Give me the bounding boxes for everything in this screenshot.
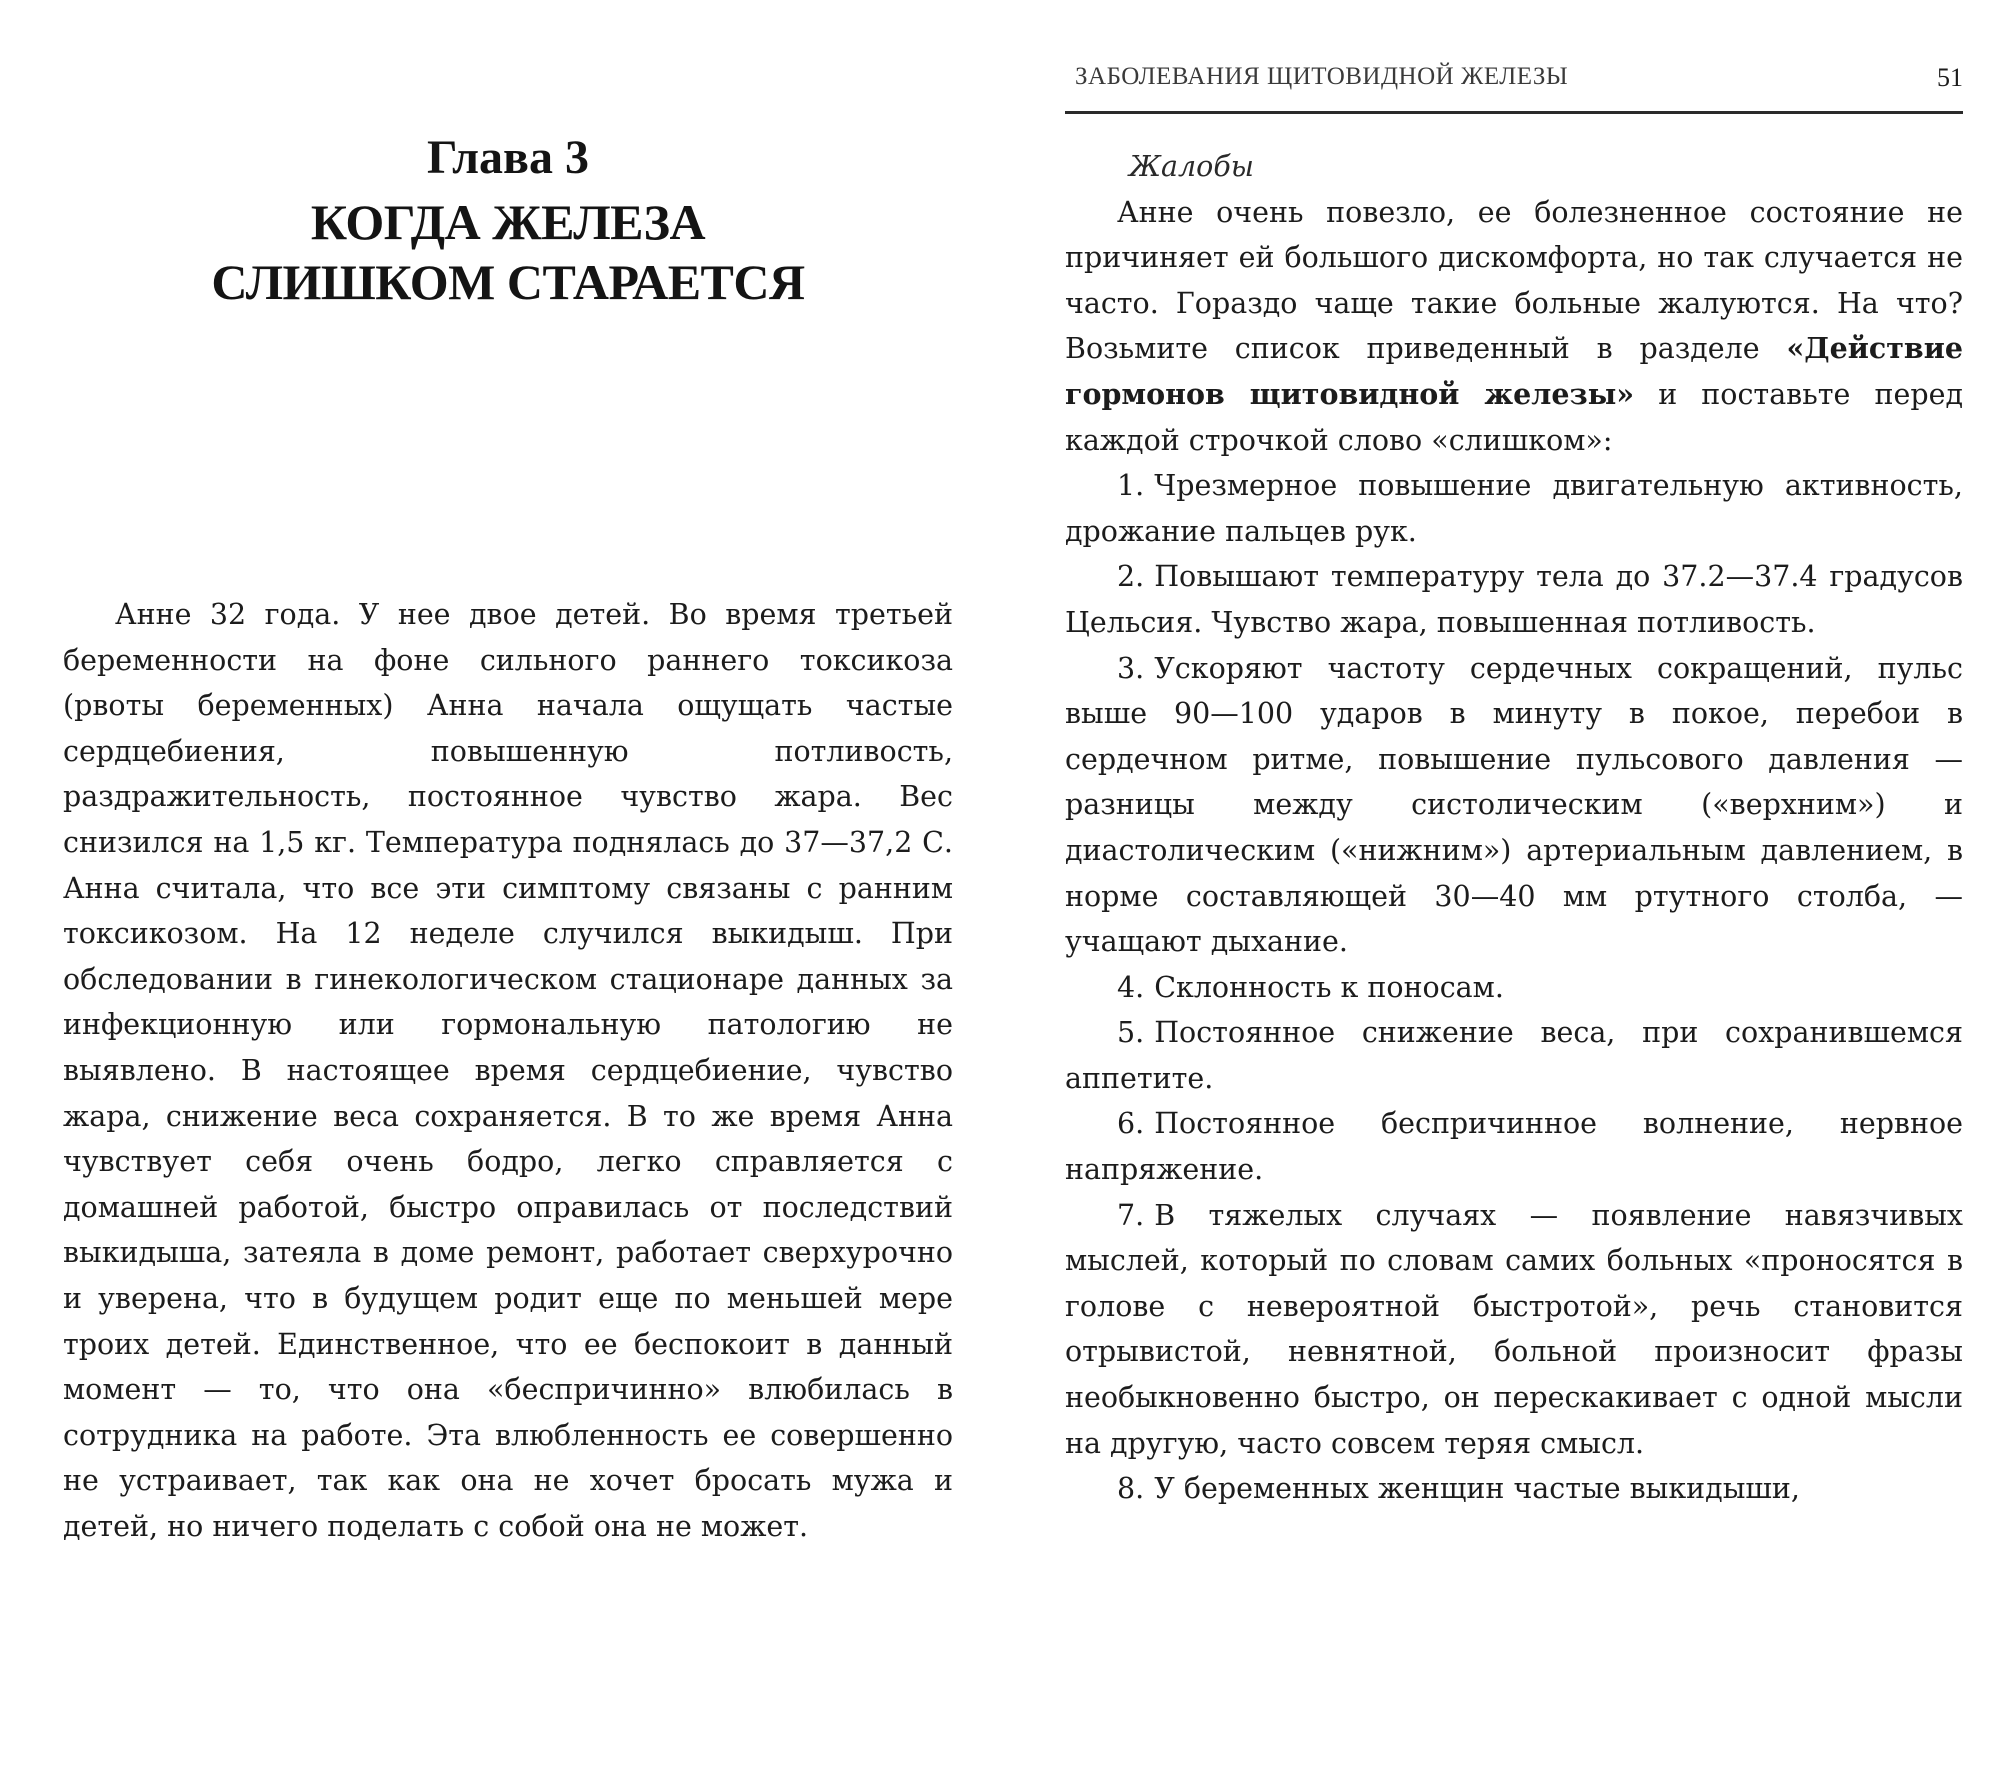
list-item xyxy=(1065,463,1963,554)
right-page xyxy=(1065,55,1963,1755)
list-item xyxy=(1065,646,1963,965)
symptom-list xyxy=(1065,463,1963,1512)
list-item-text: В тяжелых случаях — появление навязчивых мыслей, который по словам самих больных «проносятся в голове с невероятной быстротой», речь становится отрывистой, невнятной, больной произносит фразы необыкновенно быстро, он перескакивает с одной мысли на другую, часто совсем теряя смысл. xyxy=(1065,1198,1963,1460)
list-item xyxy=(1065,1010,1963,1101)
list-item-number: 1. xyxy=(1117,469,1145,503)
chapter-heading xyxy=(63,130,953,312)
intro-bold-reference: «Действие гормонов щитовидной железы» xyxy=(1065,331,1963,411)
list-item xyxy=(1065,965,1963,1011)
chapter-title: КОГДА ЖЕЛЕЗА СЛИШКОМ СТАРАЕТСЯ xyxy=(211,194,805,310)
list-item-number: 3. xyxy=(1117,651,1145,685)
list-item-text: Постоянное беспричинное волнение, нервное напряжение. xyxy=(1065,1107,1963,1187)
case-story-text: Анне 32 года. У нее двое детей. Во время третьей беременности на фоне сильного раннего токсикоза (рвоты беременных) Анна начала ощущать частые сердцебиения, повышенную потливость, раздражительность, постоянное чувство жара. Вес снизился на 1,5 кг. Температура поднялась до 37—37,2 С. Анна считала, что все эти симптому связаны с ранним токсикозом. На 12 неделе случился выкидыш. При обследовании в гинекологическом стационаре данных за инфекционную или гормональную патологию не выявлено. В настоящее время сердцебиение, чувство жара, снижение веса сохраняется. В то же время Анна чувствует себя очень бодро, легко справляется с домашней работой, быстро оправилась от последствий выкидыша, затеяла в доме ремонт, работает сверхурочно и уверена, что в будущем родит еще по меньшей мере троих детей. Единственное, что ее беспокоит в данный момент — то, что она «беспричинно» влюбилась в сотрудника на работе. Эта влюбленность ее совершенно не устраивает, так как она не хочет бросать мужа и детей, но ничего поделать с собой она не может. xyxy=(63,598,953,1543)
list-item-number: 6. xyxy=(1117,1107,1145,1141)
list-item-text: Повышают температуру тела до 37.2—37.4 градусов Цельсия. Чувство жара, повышенная потливость. xyxy=(1065,560,1963,639)
intro-paragraph xyxy=(1065,190,1963,464)
list-item-number: 7. xyxy=(1117,1198,1145,1232)
list-item xyxy=(1065,554,1963,645)
intro-text-part1: Анне очень повезло, ее болезненное состояние не причиняет ей большого дискомфорта, но так случается не часто. Гораздо чаще такие больные жалуются. На что? Возьмите список приведенный в разделе xyxy=(1065,195,1963,366)
list-item-text: Постоянное снижение веса, при сохранившемся аппетите. xyxy=(1065,1016,1963,1095)
list-item-number: 5. xyxy=(1117,1016,1145,1050)
running-title: ЗАБОЛЕВАНИЯ ЩИТОВИДНОЙ ЖЕЛЕЗЫ xyxy=(1075,63,1569,90)
list-item-number: 8. xyxy=(1117,1472,1145,1506)
running-header xyxy=(1065,55,1963,114)
page-number: 51 xyxy=(1937,63,1963,92)
left-page xyxy=(63,130,953,1750)
chapter-number: Глава 3 xyxy=(427,131,589,184)
list-item-text: Склонность к поносам. xyxy=(1154,970,1504,1004)
list-item-text: Ускоряют частоту сердечных сокращений, пульс выше 90—100 ударов в минуту в покое, перебои в сердечном ритме, повышение пульсового давления — разницы между систолическим («верхним») и диастолическим («нижним») артериальным давлением, в норме составляющей 30—40 мм ртутного столба, — учащают дыхание. xyxy=(1065,651,1963,959)
section-heading: Жалобы xyxy=(1129,150,1254,183)
list-item xyxy=(1065,1193,1963,1467)
list-item-text: У беременных женщин частые выкидыши, xyxy=(1154,1472,1800,1506)
list-item xyxy=(1065,1101,1963,1192)
list-item-text: Чрезмерное повышение двигательную активность, дрожание пальцев рук. xyxy=(1065,469,1963,548)
list-item-number: 4. xyxy=(1117,970,1145,1004)
intro-text-part2: и поставьте перед каждой строчкой слово «слишком»: xyxy=(1065,377,1964,457)
list-item xyxy=(1065,1466,1963,1512)
list-item-number: 2. xyxy=(1117,560,1145,594)
